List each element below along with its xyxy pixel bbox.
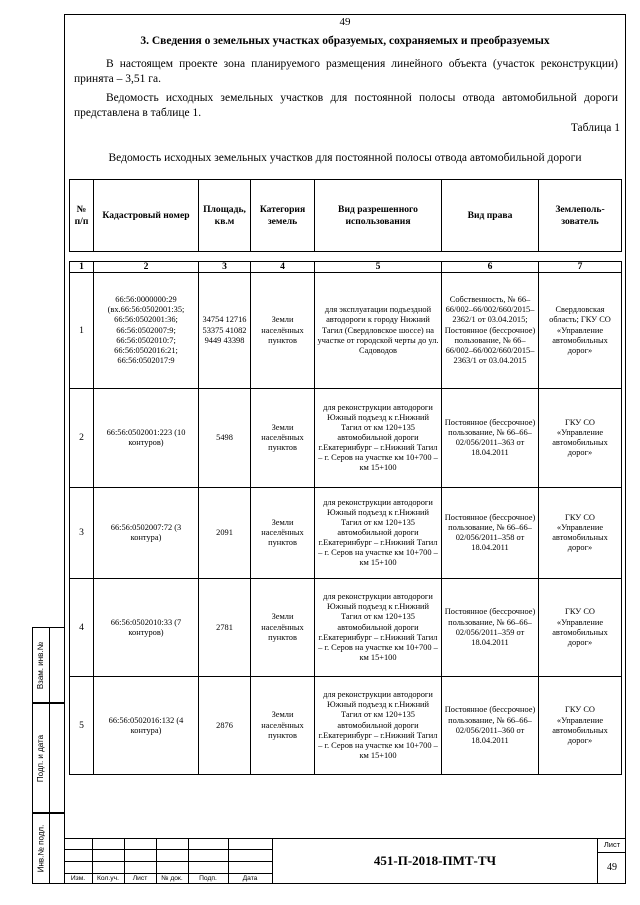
header-cell: Вид права bbox=[442, 180, 539, 252]
table-title: Ведомость исходных земельных участков для постоянной полосы отвода автомобильной дороги bbox=[108, 152, 582, 164]
cadastral-number: 66:56:0502001:223 (10 контуров) bbox=[94, 389, 199, 488]
table-row bbox=[70, 273, 622, 389]
permitted-use: для реконструкции автодороги Южный подъезд к г.Нижний Тагил от км 120+135 автомобильной дороги г.Екатеринбург – г.Нижний Тагил – г. Серов на участке км 10+700 – км 15+100 bbox=[315, 389, 442, 488]
land-category: Земли населённых пунктов bbox=[251, 488, 315, 579]
sheet-number: 49 bbox=[607, 862, 617, 873]
cadastral-number: 66:56:0502016:132 (4 контура) bbox=[94, 677, 199, 775]
permitted-use: для реконструкции автодороги Южный подъезд к г.Нижний Тагил от км 120+135 автомобильной дороги г.Екатеринбург – г.Нижний Тагил – г. Серов на участке км 10+700 – км 15+100 bbox=[315, 488, 442, 579]
header-cell: Вид разрешенного использования bbox=[315, 180, 442, 252]
column-number: 7 bbox=[539, 262, 622, 273]
column-number: 6 bbox=[442, 262, 539, 273]
cadastral-number: 66:56:0502007:72 (3 контура) bbox=[94, 488, 199, 579]
right-type: Постоянное (бессрочное) пользование, № 66–66–02/056/2011–358 от 18.04.2011 bbox=[442, 488, 539, 579]
title-block bbox=[64, 838, 626, 884]
stamp-label: Дата bbox=[242, 875, 258, 882]
paragraph-zone: В настоящем проекте зона планируемого размещения линейного объекта (участок реконструкции) принята – 3,51 га. bbox=[74, 58, 618, 85]
right-type: Постоянное (бессрочное) пользование, № 66–66–02/056/2011–363 от 18.04.2011 bbox=[442, 389, 539, 488]
side-stamp-label: Взам. инв.№ bbox=[36, 641, 46, 689]
land-category: Земли населённых пунктов bbox=[251, 273, 315, 389]
table-header-row bbox=[70, 180, 622, 252]
area: 5498 bbox=[199, 389, 251, 488]
page-number: 49 bbox=[339, 16, 351, 28]
stamp-label: № док. bbox=[161, 875, 183, 882]
title-block-grid bbox=[64, 838, 272, 884]
side-stamp-inv bbox=[32, 813, 64, 884]
column-number: 4 bbox=[251, 262, 315, 273]
land-user: ГКУ СО «Управление автомобильных дорог» bbox=[539, 677, 622, 775]
land-plots-table bbox=[69, 179, 622, 775]
table-row bbox=[70, 488, 622, 579]
table-row bbox=[70, 579, 622, 677]
row-number: 2 bbox=[70, 389, 94, 488]
paragraph-table-ref: Ведомость исходных земельных участков для постоянной полосы отвода автомобильной дороги представлена в таблице 1. bbox=[74, 92, 618, 119]
right-type: Собственность, № 66–66/002–66/002/660/2015–2362/1 от 03.04.2015; Постоянное (бессрочное) пользование, № 66–66/002–66/002/660/2015–2363/1 от 03.04.2015 bbox=[442, 273, 539, 389]
cadastral-number: 66:56:0000000:29 (вх.66:56:0502001:35; 66:56:0502001:36; 66:56:0502007:9; 66:56:0502010:7; 66:56:0502016:21; 66:56:0502017:9 bbox=[94, 273, 199, 389]
land-user: ГКУ СО «Управление автомобильных дорог» bbox=[539, 488, 622, 579]
stamp-label: Изм. bbox=[70, 875, 86, 882]
table-row bbox=[70, 389, 622, 488]
row-number: 4 bbox=[70, 579, 94, 677]
column-numbers-row bbox=[70, 262, 622, 273]
column-number: 1 bbox=[70, 262, 94, 273]
stamp-label: Лист bbox=[132, 875, 148, 882]
row-number: 3 bbox=[70, 488, 94, 579]
permitted-use: для реконструкции автодороги Южный подъезд к г.Нижний Тагил от км 120+135 автомобильной дороги г.Екатеринбург – г.Нижний Тагил – г. Серов на участке км 10+700 – км 15+100 bbox=[315, 677, 442, 775]
right-type: Постоянное (бессрочное) пользование, № 66–66–02/056/2011–360 от 18.04.2011 bbox=[442, 677, 539, 775]
land-category: Земли населённых пунктов bbox=[251, 677, 315, 775]
column-number: 5 bbox=[315, 262, 442, 273]
land-user: ГКУ СО «Управление автомобильных дорог» bbox=[539, 579, 622, 677]
land-category: Земли населённых пунктов bbox=[251, 579, 315, 677]
land-category: Земли населённых пунктов bbox=[251, 389, 315, 488]
column-number: 3 bbox=[199, 262, 251, 273]
side-stamp-label: Подп. и дата bbox=[36, 734, 46, 782]
cadastral-number: 66:56:0502010:33 (7 контуров) bbox=[94, 579, 199, 677]
sheet-label: Лист bbox=[598, 838, 626, 853]
side-stamp-podp bbox=[32, 703, 64, 813]
area: 2781 bbox=[199, 579, 251, 677]
land-user: Свердловская область; ГКУ СО «Управление автомобильных дорог» bbox=[539, 273, 622, 389]
document-code: 451-П-2018-ПМТ-ТЧ bbox=[272, 838, 598, 884]
table-row bbox=[70, 677, 622, 775]
area: 34754 12716 53375 41082 9449 43398 bbox=[199, 273, 251, 389]
side-stamp-vzam bbox=[32, 627, 64, 703]
header-cell: Землеполь-зователь bbox=[539, 180, 622, 252]
area: 2091 bbox=[199, 488, 251, 579]
table-label: Таблица 1 bbox=[570, 122, 620, 134]
permitted-use: для эксплуатации подъездной автодороги к городу Нижний Тагил (Свердловское шоссе) на участке от городской черты до ул. Садоводов bbox=[315, 273, 442, 389]
row-number: 1 bbox=[70, 273, 94, 389]
side-stamp-label: Инв.№ подл. bbox=[36, 824, 46, 873]
spacer-row bbox=[70, 252, 622, 262]
area: 2876 bbox=[199, 677, 251, 775]
row-number: 5 bbox=[70, 677, 94, 775]
stamp-label: Кол.уч. bbox=[97, 875, 119, 882]
column-number: 2 bbox=[94, 262, 199, 273]
land-user: ГКУ СО «Управление автомобильных дорог» bbox=[539, 389, 622, 488]
header-cell: Категория земель bbox=[251, 180, 315, 252]
header-cell: Кадастровый номер bbox=[94, 180, 199, 252]
stamp-label: Подп. bbox=[199, 875, 217, 882]
permitted-use: для реконструкции автодороги Южный подъезд к г.Нижний Тагил от км 120+135 автомобильной дороги г.Екатеринбург – г.Нижний Тагил – г. Серов на участке км 10+700 – км 15+100 bbox=[315, 579, 442, 677]
header-cell: Площадь, кв.м bbox=[199, 180, 251, 252]
header-cell: № п/п bbox=[70, 180, 94, 252]
section-heading: 3. Сведения о земельных участках образуемых, сохраняемых и преобразуемых bbox=[140, 35, 550, 47]
right-type: Постоянное (бессрочное) пользование, № 66–66–02/056/2011–359 от 18.04.2011 bbox=[442, 579, 539, 677]
